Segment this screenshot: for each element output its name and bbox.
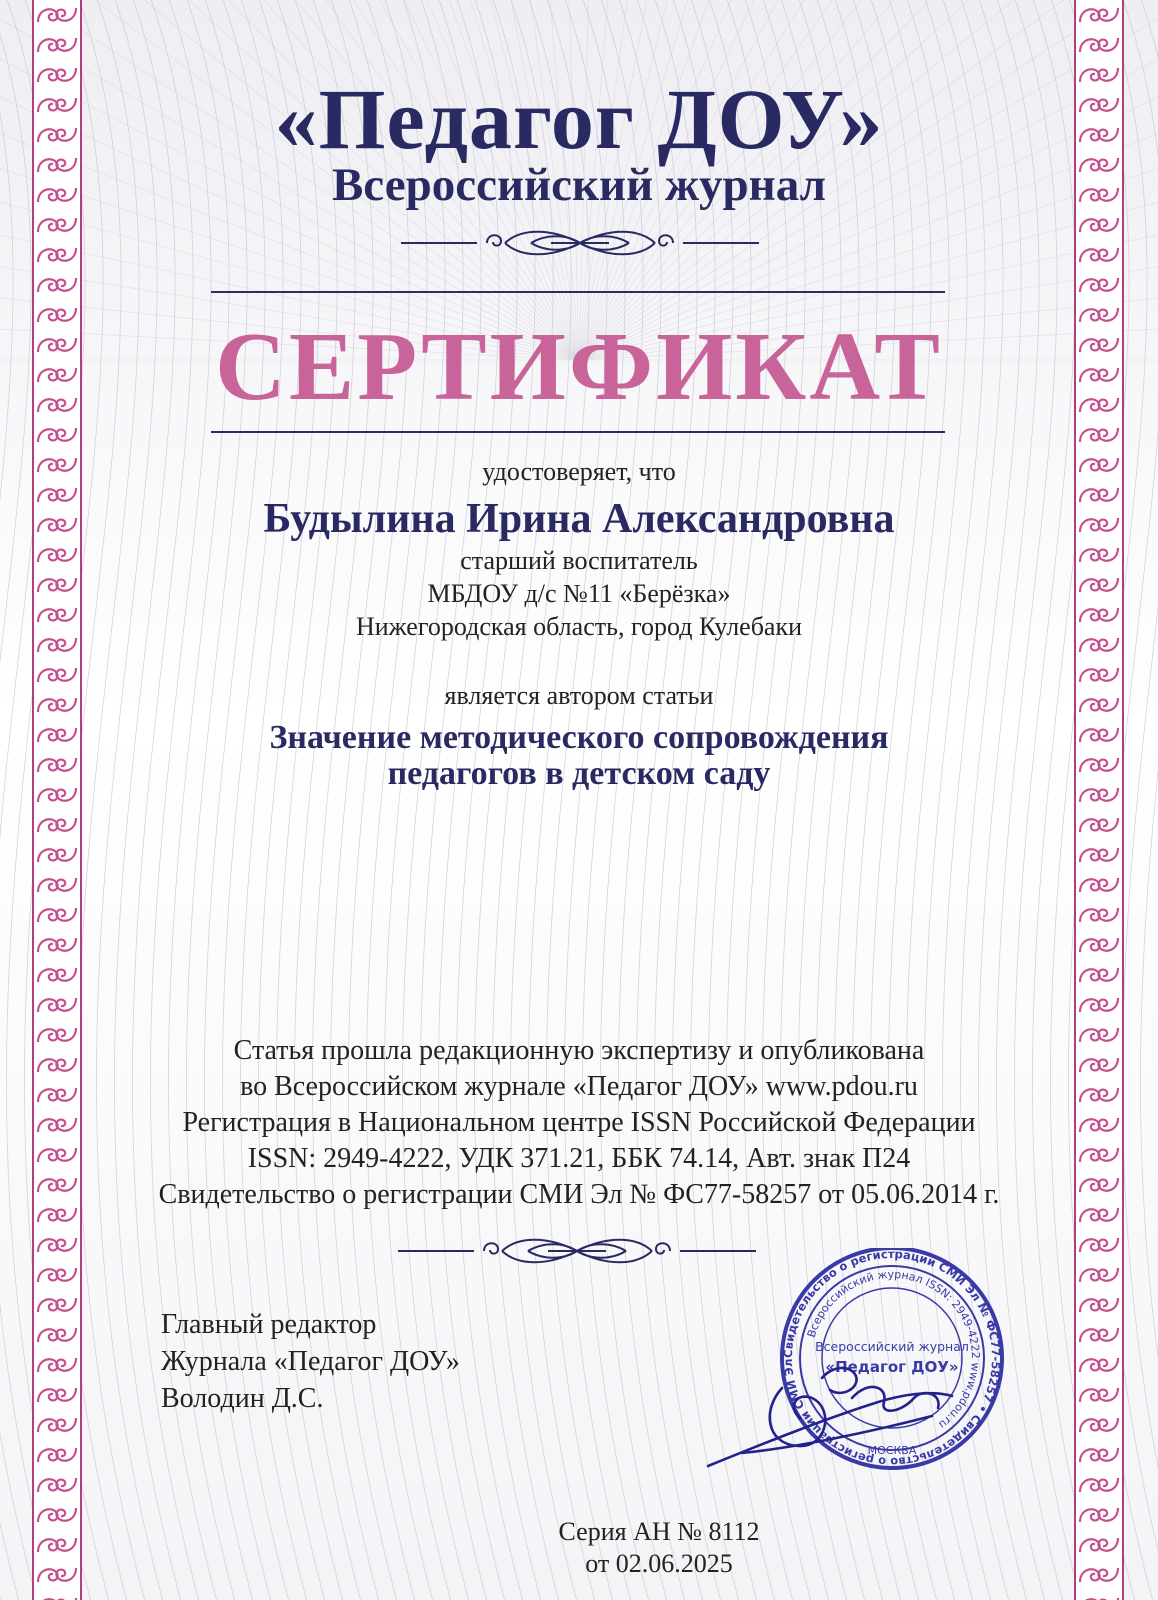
journal-title: «Педагог ДОУ» <box>274 71 884 167</box>
recipient-position: старший воспитатель <box>460 546 698 575</box>
certificate-title: СЕРТИФИКАТ <box>215 313 943 421</box>
bottom-divider-line <box>211 431 945 433</box>
article-title-line-2: педагогов в детском саду <box>387 755 771 792</box>
official-stamp-seal <box>702 1248 1026 1478</box>
article-title-line-1: Значение методического сопровождения <box>269 719 889 756</box>
publication-info-line: Регистрация в Национальном центре ISSN Российской Федерации <box>182 1107 976 1138</box>
stamp-outer-text: Свидетельство о регистрации СМИ Эл № ФС77-58257 • Свидетельство о регистрации СМИ Эл <box>780 1248 1004 1470</box>
certifies-text: удостоверяет, что <box>482 457 676 486</box>
left-ornamental-border <box>32 0 82 1600</box>
stamp-center-line-2: «Педагог ДОУ» <box>825 1358 959 1376</box>
editor-name: Володин Д.С. <box>161 1383 324 1414</box>
editor-title: Главный редактор <box>161 1309 377 1340</box>
recipient-organization: МБДОУ д/с №11 «Берёзка» <box>427 579 731 608</box>
serial-date: от 02.06.2025 <box>585 1549 733 1578</box>
stamp-center-line-1: Всероссийский журнал <box>815 1339 969 1354</box>
flourish-ornament-icon <box>401 226 759 260</box>
stamp-inner-text: Всероссийский журнал ISSN: 2949-4222 www.pdou.ru <box>804 1267 983 1432</box>
editor-journal: Журнала «Педагог ДОУ» <box>161 1346 460 1377</box>
recipient-name: Будылина Ирина Александровна <box>263 496 895 542</box>
journal-subtitle: Всероссийский журнал <box>331 159 827 211</box>
publication-info-line: Свидетельство о регистрации СМИ Эл № ФС77-58257 от 05.06.2014 г. <box>158 1179 1000 1210</box>
right-ornamental-border <box>1074 0 1124 1600</box>
recipient-region: Нижегородская область, город Кулебаки <box>355 612 803 641</box>
serial-number: Серия АН № 8112 <box>558 1517 760 1546</box>
publication-info-line: во Всероссийском журнале «Педагог ДОУ» www.pdou.ru <box>240 1071 918 1102</box>
publication-info-line: ISSN: 2949-4222, УДК 371.21, ББК 74.14, Авт. знак П24 <box>247 1143 911 1174</box>
publication-info-line: Статья прошла редакционную экспертизу и опубликована <box>233 1035 925 1066</box>
author-text: является автором статьи <box>444 681 714 710</box>
top-divider-line <box>211 291 945 293</box>
stamp-city: МОСКВА <box>867 1444 917 1457</box>
